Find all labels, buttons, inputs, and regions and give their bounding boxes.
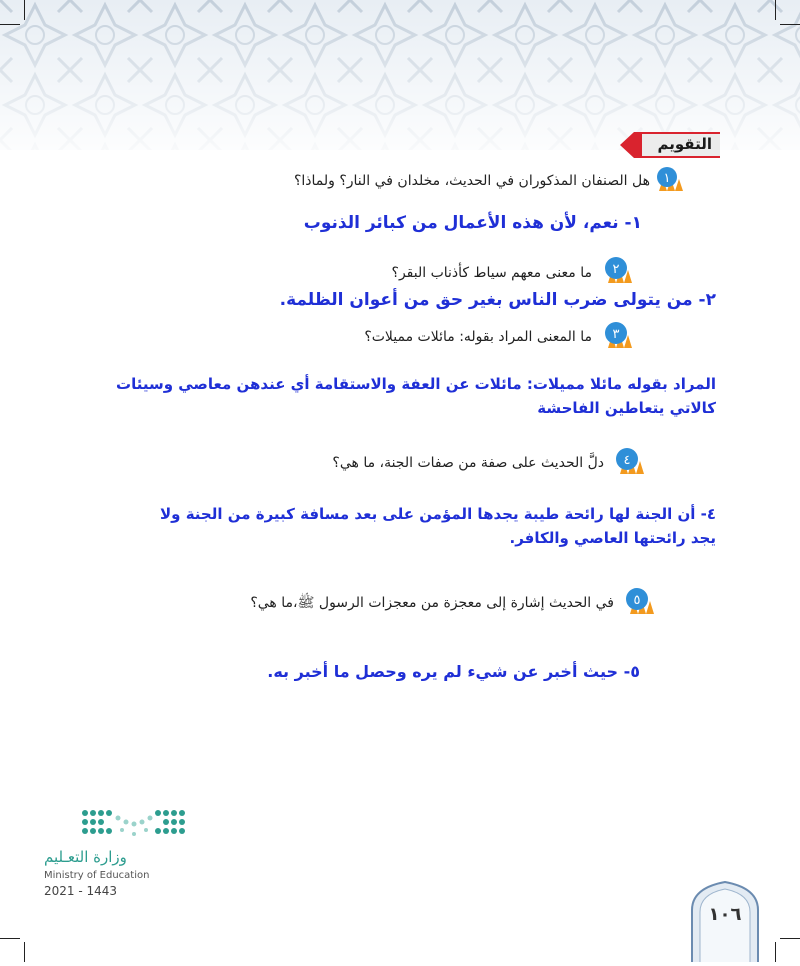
ministry-name-arabic: وزارة التعـليم (44, 848, 127, 866)
page-number-box (690, 880, 760, 962)
question-number-badge (612, 446, 648, 476)
question-text: دلَّ الحديث على صفة من صفات الجنة، ما هي؟ (332, 455, 604, 471)
ministry-name-english: Ministry of Education (44, 870, 150, 881)
question-number: ١ (663, 171, 671, 186)
crop-mark (780, 24, 800, 25)
ministry-logo (40, 800, 190, 910)
question-1 (150, 170, 650, 189)
question-number-badge (622, 586, 658, 616)
question-text: في الحديث إشارة إلى معجزة من معجزات الرسول ﷺ،ما هي؟ (250, 595, 614, 611)
answer-line: ٢- من يتولى ضرب الناس بغير حق من أعوان الظلمة. (279, 290, 716, 310)
page-number: ١٠٦ (708, 904, 742, 925)
question-number: ٣ (612, 327, 620, 342)
question-number: ٥ (633, 593, 641, 608)
question-number-badge (655, 165, 685, 193)
answer-3 (76, 372, 716, 420)
section-title: التقويم (657, 135, 712, 153)
question-3 (192, 326, 592, 345)
crop-mark (0, 938, 20, 939)
section-tab (620, 132, 720, 158)
question-text: ما معنى معهم سياط كأذناب البقر؟ (391, 265, 592, 281)
question-number-badge (602, 255, 636, 285)
answer-line: يجد رائحتها العاصي والكافر. (509, 529, 716, 547)
crop-mark (24, 0, 25, 20)
answer-line: ٥- حيث أخبر عن شيء لم يره وحصل ما أخبر به. (267, 662, 640, 681)
question-2 (192, 262, 592, 281)
answer-4 (56, 502, 716, 550)
answer-1 (142, 213, 642, 233)
question-4 (204, 452, 604, 471)
question-number: ٤ (623, 453, 631, 468)
answer-2 (156, 290, 716, 310)
question-number: ٢ (612, 262, 620, 277)
crop-mark (775, 0, 776, 20)
question-text: هل الصنفان المذكوران في الحديث، مخلدان في النار؟ ولماذا؟ (293, 173, 650, 189)
answer-line: ٤- أن الجنة لها رائحة طيبة يجدها المؤمن على بعد مسافة كبيرة من الجنة ولا (159, 505, 716, 523)
crop-mark (775, 942, 776, 962)
answer-line: ١- نعم، لأن هذه الأعمال من كبائر الذنوب (303, 213, 642, 233)
edition-year: 2021 - 1443 (44, 884, 118, 898)
question-5 (194, 592, 614, 614)
answer-line: كالاتي يتعاطين الفاحشة (537, 399, 716, 417)
ministry-logo-mark (80, 808, 190, 842)
crop-mark (24, 942, 25, 962)
question-text: ما المعنى المراد بقوله: مائلات مميلات؟ (364, 329, 592, 345)
answer-line: المراد بقوله مائلا مميلات: مائلات عن العفة والاستقامة أي عندهن معاصي وسيئات (116, 375, 716, 393)
answer-5 (140, 662, 640, 681)
crop-mark (0, 24, 20, 25)
question-number-badge (602, 320, 636, 350)
crop-mark (780, 938, 800, 939)
